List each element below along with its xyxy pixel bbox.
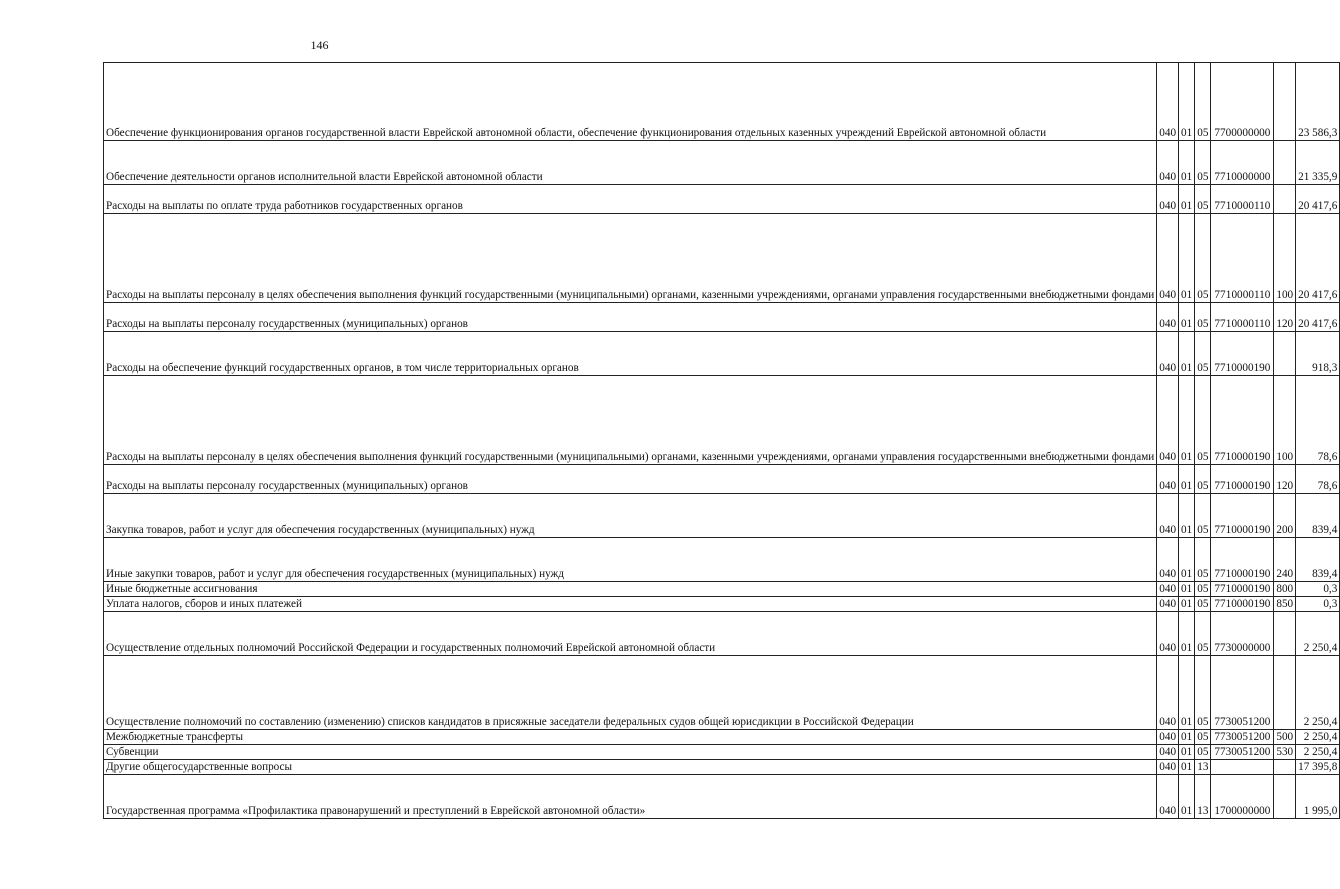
- page-number: 146: [310, 38, 329, 52]
- expense-name-cell: [104, 63, 1157, 141]
- target-article-part: 00: [1231, 127, 1243, 139]
- expense-name-cell: [104, 303, 1157, 332]
- expense-name-cell: [104, 376, 1157, 465]
- section-code: 01: [1179, 63, 1195, 141]
- expense-type-code: 240: [1274, 538, 1296, 582]
- expense-type-code: [1274, 612, 1296, 656]
- expense-name-cell: [104, 730, 1157, 745]
- subsection-code: 05: [1195, 612, 1211, 656]
- target-article-part: 00: [1231, 451, 1243, 463]
- target-article-part: 00: [1231, 598, 1243, 610]
- subsection-code: 05: [1195, 303, 1211, 332]
- grbs-code: 040: [1157, 376, 1179, 465]
- grbs-code: 040: [1157, 775, 1179, 819]
- target-article-part: 00: [1231, 362, 1243, 374]
- target-article-code: [1211, 730, 1274, 745]
- expense-type-code: [1274, 63, 1296, 141]
- expense-type-code: 850: [1274, 597, 1296, 612]
- table-row: [104, 597, 1340, 612]
- target-article-part: 00: [1231, 731, 1243, 743]
- expense-name: Расходы на выплаты по оплате труда работников государственных органов: [106, 200, 463, 212]
- target-article-part: 1: [1225, 524, 1232, 536]
- table-row: [104, 745, 1340, 760]
- section-code: 01: [1179, 730, 1195, 745]
- target-article-code: [1211, 141, 1274, 185]
- target-article-parts: [1213, 199, 1271, 213]
- target-article-part: 77: [1214, 200, 1226, 212]
- grbs-code: 040: [1157, 760, 1179, 775]
- amount: 0,3: [1296, 582, 1340, 597]
- expense-name-cell: [104, 494, 1157, 538]
- target-article-code: [1211, 597, 1274, 612]
- amount: 17 395,8: [1296, 760, 1340, 775]
- expense-name-cell: [104, 538, 1157, 582]
- amount: 2 250,4: [1296, 745, 1340, 760]
- target-article-part: 51200: [1242, 731, 1271, 743]
- target-article-part: 3: [1225, 746, 1232, 758]
- section-code: 01: [1179, 376, 1195, 465]
- expense-name-cell: [104, 775, 1157, 819]
- amount: 78,6: [1296, 465, 1340, 494]
- table-row: [104, 303, 1340, 332]
- target-article-part: 00190: [1242, 480, 1271, 492]
- expense-name: Расходы на обеспечение функций государственных органов, в том числе территориальных органов: [106, 362, 579, 374]
- subsection-code: 05: [1195, 185, 1211, 214]
- target-article-parts: [1213, 804, 1271, 818]
- expense-name-cell: [104, 745, 1157, 760]
- table-row: [104, 376, 1340, 465]
- section-code: 01: [1179, 185, 1195, 214]
- target-article-part: 00: [1231, 289, 1243, 301]
- target-article-part: 00110: [1242, 200, 1271, 212]
- section-code: 01: [1179, 597, 1195, 612]
- target-article-code: [1211, 760, 1274, 775]
- expense-name-cell: [104, 465, 1157, 494]
- target-article-part: 77: [1214, 716, 1226, 728]
- target-article-code: [1211, 465, 1274, 494]
- table-row: [104, 63, 1340, 141]
- section-code: 01: [1179, 465, 1195, 494]
- subsection-code: 05: [1195, 582, 1211, 597]
- subsection-code: 05: [1195, 656, 1211, 730]
- table-row: [104, 656, 1340, 730]
- amount: 21 335,9: [1296, 141, 1340, 185]
- target-article-part: 00: [1231, 642, 1243, 654]
- target-article-code: [1211, 376, 1274, 465]
- subsection-code: 05: [1195, 332, 1211, 376]
- target-article-code: [1211, 538, 1274, 582]
- target-article-part: 00: [1231, 318, 1243, 330]
- target-article-parts: [1213, 479, 1271, 493]
- grbs-code: 040: [1157, 185, 1179, 214]
- target-article-code: [1211, 494, 1274, 538]
- amount: 2 250,4: [1296, 730, 1340, 745]
- expense-type-code: 200: [1274, 494, 1296, 538]
- target-article-part: 00: [1231, 480, 1243, 492]
- budget-table: [103, 62, 1340, 819]
- expense-type-code: [1274, 141, 1296, 185]
- target-article-part: 77: [1214, 524, 1226, 536]
- target-article-part: 00190: [1242, 568, 1271, 580]
- target-article-parts: [1213, 730, 1271, 744]
- target-article-part: 00: [1231, 805, 1243, 817]
- amount: 839,4: [1296, 494, 1340, 538]
- expense-name: Расходы на выплаты персоналу государственных (муниципальных) органов: [106, 318, 468, 330]
- target-article-part: 00110: [1242, 289, 1271, 301]
- table-row: [104, 612, 1340, 656]
- target-article-part: 77: [1214, 362, 1226, 374]
- expense-name-cell: [104, 332, 1157, 376]
- target-article-parts: [1213, 597, 1271, 611]
- target-article-part: 00000: [1242, 171, 1271, 183]
- expense-name-cell: [104, 582, 1157, 597]
- expense-name: Другие общегосударственные вопросы: [106, 761, 293, 773]
- expense-name: Расходы на выплаты персоналу в целях обеспечения выполнения функций государственными (муниципальными) органами, казенными учреждениями, органами управления государственными внебюджетными фондами: [106, 289, 1155, 301]
- grbs-code: 040: [1157, 745, 1179, 760]
- section-code: 01: [1179, 612, 1195, 656]
- target-article-parts: [1213, 745, 1271, 759]
- section-code: 01: [1179, 538, 1195, 582]
- expense-name: Осуществление отдельных полномочий Российской Федерации и государственных полномочий Еврейской автономной области: [106, 642, 716, 654]
- target-article-part: 1: [1225, 598, 1232, 610]
- target-article-code: [1211, 745, 1274, 760]
- subsection-code: 05: [1195, 214, 1211, 303]
- section-code: 01: [1179, 745, 1195, 760]
- target-article-part: 1: [1225, 318, 1232, 330]
- subsection-code: 05: [1195, 597, 1211, 612]
- expense-name: Уплата налогов, сборов и иных платежей: [106, 598, 302, 610]
- target-article-part: 00000: [1242, 642, 1271, 654]
- target-article-part: 00: [1231, 524, 1243, 536]
- target-article-code: [1211, 612, 1274, 656]
- section-code: 01: [1179, 141, 1195, 185]
- budget-table-body: [104, 63, 1340, 819]
- target-article-parts: [1213, 641, 1271, 655]
- target-article-part: 00000: [1242, 127, 1271, 139]
- target-article-part: 00190: [1242, 583, 1271, 595]
- grbs-code: 040: [1157, 465, 1179, 494]
- table-row: [104, 185, 1340, 214]
- target-article-part: 00: [1231, 568, 1243, 580]
- amount: 20 417,6: [1296, 303, 1340, 332]
- target-article-part: 3: [1225, 716, 1232, 728]
- expense-name-cell: [104, 656, 1157, 730]
- expense-name: Расходы на выплаты персоналу в целях обеспечения выполнения функций государственными (муниципальными) органами, казенными учреждениями, органами управления государственными внебюджетными фондами: [106, 451, 1155, 463]
- subsection-code: 05: [1195, 465, 1211, 494]
- expense-name: Иные бюджетные ассигнования: [106, 583, 258, 595]
- section-code: 01: [1179, 775, 1195, 819]
- table-row: [104, 538, 1340, 582]
- target-article-parts: [1213, 361, 1271, 375]
- section-code: 01: [1179, 760, 1195, 775]
- subsection-code: 05: [1195, 494, 1211, 538]
- target-article-parts: [1213, 523, 1271, 537]
- target-article-part: 3: [1225, 731, 1232, 743]
- grbs-code: 040: [1157, 730, 1179, 745]
- target-article-part: 00: [1231, 716, 1243, 728]
- target-article-code: [1211, 656, 1274, 730]
- subsection-code: 05: [1195, 376, 1211, 465]
- target-article-code: [1211, 214, 1274, 303]
- target-article-part: 77: [1214, 451, 1226, 463]
- amount: 23 586,3: [1296, 63, 1340, 141]
- grbs-code: 040: [1157, 656, 1179, 730]
- section-code: 01: [1179, 332, 1195, 376]
- table-row: [104, 775, 1340, 819]
- expense-name: Осуществление полномочий по составлению (изменению) списков кандидатов в присяжные заседатели федеральных судов общей юрисдикции в Российской Федерации: [106, 716, 914, 728]
- expense-name: Обеспечение функционирования органов государственной власти Еврейской автономной области, обеспечение функционирования отдельных казенных учреждений Еврейской автономной области: [106, 127, 1047, 139]
- table-row: [104, 332, 1340, 376]
- amount: 0,3: [1296, 597, 1340, 612]
- expense-name: Межбюджетные трансферты: [106, 731, 243, 743]
- target-article-part: 77: [1214, 583, 1226, 595]
- target-article-part: 77: [1214, 171, 1226, 183]
- target-article-part: 3: [1225, 642, 1232, 654]
- target-article-code: [1211, 185, 1274, 214]
- section-code: 01: [1179, 303, 1195, 332]
- target-article-part: 00000: [1242, 805, 1271, 817]
- grbs-code: 040: [1157, 63, 1179, 141]
- target-article-part: 0: [1225, 127, 1232, 139]
- expense-name-cell: [104, 185, 1157, 214]
- target-article-part: 1: [1225, 583, 1232, 595]
- target-article-code: [1211, 582, 1274, 597]
- table-row: [104, 760, 1340, 775]
- table-row: [104, 730, 1340, 745]
- target-article-part: 77: [1214, 127, 1226, 139]
- target-article-part: 1: [1225, 362, 1232, 374]
- expense-name-cell: [104, 597, 1157, 612]
- expense-type-code: 120: [1274, 303, 1296, 332]
- target-article-code: [1211, 303, 1274, 332]
- target-article-part: 00190: [1242, 451, 1271, 463]
- expense-type-code: 800: [1274, 582, 1296, 597]
- expense-type-code: 100: [1274, 376, 1296, 465]
- section-code: 01: [1179, 656, 1195, 730]
- expense-type-code: 500: [1274, 730, 1296, 745]
- target-article-part: 77: [1214, 480, 1226, 492]
- expense-type-code: [1274, 760, 1296, 775]
- target-article-parts: [1213, 582, 1271, 596]
- target-article-part: 77: [1214, 746, 1226, 758]
- grbs-code: 040: [1157, 494, 1179, 538]
- subsection-code: 05: [1195, 141, 1211, 185]
- subsection-code: 05: [1195, 730, 1211, 745]
- expense-name-cell: [104, 760, 1157, 775]
- amount: 918,3: [1296, 332, 1340, 376]
- expense-name: Обеспечение деятельности органов исполнительной власти Еврейской автономной области: [106, 171, 543, 183]
- grbs-code: 040: [1157, 332, 1179, 376]
- target-article-parts: [1213, 450, 1271, 464]
- target-article-code: [1211, 63, 1274, 141]
- expense-type-code: 100: [1274, 214, 1296, 303]
- section-code: 01: [1179, 214, 1195, 303]
- grbs-code: 040: [1157, 303, 1179, 332]
- section-code: 01: [1179, 494, 1195, 538]
- expense-type-code: [1274, 775, 1296, 819]
- table-row: [104, 494, 1340, 538]
- target-article-part: 1: [1225, 451, 1232, 463]
- target-article-parts: [1213, 567, 1271, 581]
- target-article-part: 77: [1214, 598, 1226, 610]
- target-article-part: 1: [1225, 171, 1232, 183]
- target-article-parts: [1213, 317, 1271, 331]
- target-article-part: 1: [1225, 568, 1232, 580]
- amount: 20 417,6: [1296, 185, 1340, 214]
- target-article-parts: [1213, 126, 1271, 140]
- amount: 20 417,6: [1296, 214, 1340, 303]
- target-article-code: [1211, 332, 1274, 376]
- grbs-code: 040: [1157, 597, 1179, 612]
- expense-name-cell: [104, 214, 1157, 303]
- expense-name: Государственная программа «Профилактика правонарушений и преступлений в Еврейской автономной области»: [106, 805, 646, 817]
- table-row: [104, 582, 1340, 597]
- target-article-part: 17: [1214, 805, 1226, 817]
- section-code: 01: [1179, 582, 1195, 597]
- target-article-part: 77: [1214, 642, 1226, 654]
- target-article-parts: [1213, 715, 1271, 729]
- target-article-part: 51200: [1242, 746, 1271, 758]
- target-article-part: 1: [1225, 480, 1232, 492]
- target-article-parts: [1213, 288, 1271, 302]
- target-article-part: 00: [1231, 171, 1243, 183]
- target-article-part: 1: [1225, 200, 1232, 212]
- expense-name: Расходы на выплаты персоналу государственных (муниципальных) органов: [106, 480, 468, 492]
- target-article-part: 51200: [1242, 716, 1271, 728]
- target-article-part: 00110: [1242, 318, 1271, 330]
- amount: 839,4: [1296, 538, 1340, 582]
- target-article-part: 77: [1214, 731, 1226, 743]
- expense-name-cell: [104, 612, 1157, 656]
- table-row: [104, 141, 1340, 185]
- expense-name: Закупка товаров, работ и услуг для обеспечения государственных (муниципальных) нужд: [106, 524, 535, 536]
- subsection-code: 13: [1195, 775, 1211, 819]
- table-row: [104, 465, 1340, 494]
- expense-name: Субвенции: [106, 746, 159, 758]
- target-article-part: 00190: [1242, 524, 1271, 536]
- target-article-part: 77: [1214, 318, 1226, 330]
- target-article-part: 00: [1231, 746, 1243, 758]
- target-article-parts: [1213, 170, 1271, 184]
- expense-type-code: [1274, 656, 1296, 730]
- amount: 2 250,4: [1296, 612, 1340, 656]
- subsection-code: 05: [1195, 538, 1211, 582]
- target-article-part: 1: [1225, 289, 1232, 301]
- grbs-code: 040: [1157, 582, 1179, 597]
- grbs-code: 040: [1157, 214, 1179, 303]
- table-row: [104, 214, 1340, 303]
- amount: 1 995,0: [1296, 775, 1340, 819]
- target-article-part: 00190: [1242, 362, 1271, 374]
- target-article-part: 77: [1214, 289, 1226, 301]
- expense-name-cell: [104, 141, 1157, 185]
- expense-type-code: [1274, 185, 1296, 214]
- expense-name: Иные закупки товаров, работ и услуг для обеспечения государственных (муниципальных) нужд: [106, 568, 564, 580]
- subsection-code: 13: [1195, 760, 1211, 775]
- expense-type-code: 120: [1274, 465, 1296, 494]
- grbs-code: 040: [1157, 612, 1179, 656]
- target-article-part: 0: [1225, 805, 1232, 817]
- subsection-code: 05: [1195, 745, 1211, 760]
- target-article-part: 00: [1231, 583, 1243, 595]
- target-article-part: 00: [1231, 200, 1243, 212]
- expense-type-code: [1274, 332, 1296, 376]
- expense-type-code: 530: [1274, 745, 1296, 760]
- amount: 78,6: [1296, 376, 1340, 465]
- target-article-code: [1211, 775, 1274, 819]
- target-article-part: 77: [1214, 568, 1226, 580]
- grbs-code: 040: [1157, 538, 1179, 582]
- grbs-code: 040: [1157, 141, 1179, 185]
- amount: 2 250,4: [1296, 656, 1340, 730]
- subsection-code: 05: [1195, 63, 1211, 141]
- target-article-part: 00190: [1242, 598, 1271, 610]
